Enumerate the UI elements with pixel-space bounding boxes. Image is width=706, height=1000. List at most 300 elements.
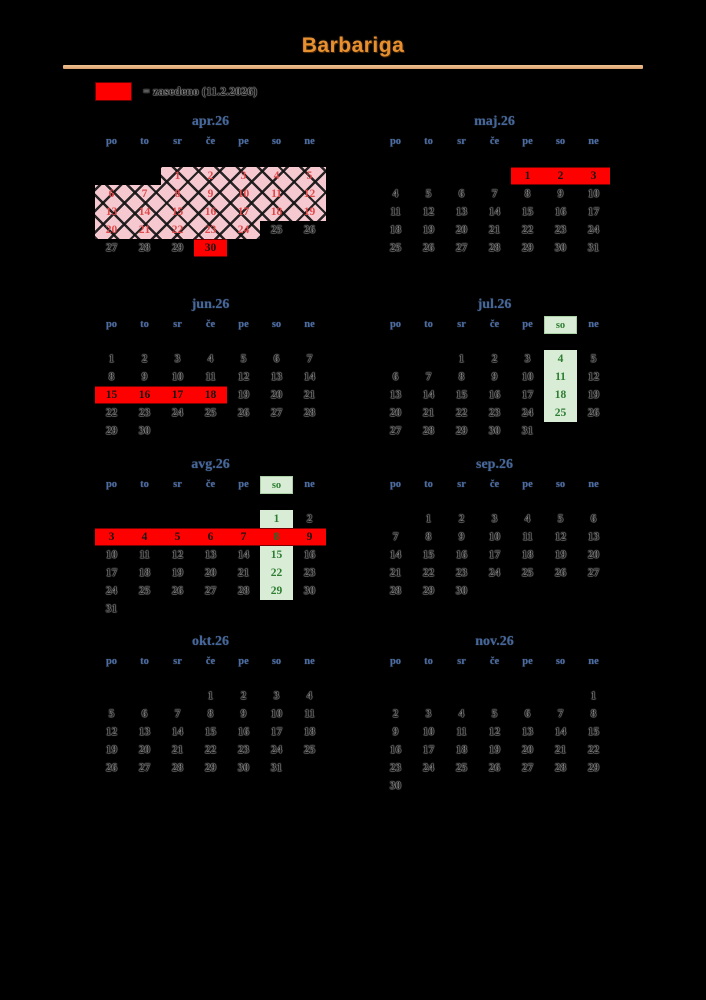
day-cell: [161, 422, 194, 440]
day-cell: 15: [455, 389, 468, 401]
day-cell: 2: [207, 170, 214, 182]
day-cell: 1: [590, 690, 597, 702]
day-cell: 13: [105, 206, 118, 218]
day-cell: 19: [171, 567, 184, 579]
day-cell: [544, 777, 577, 795]
day-cell: 8: [524, 188, 531, 200]
weekday-header: ne: [588, 656, 599, 667]
day-cell: 15: [260, 546, 293, 564]
day-cell: 21: [554, 744, 567, 756]
day-cell: 21: [138, 224, 151, 236]
day-cell: 22: [171, 224, 184, 236]
weekday-header: to: [140, 479, 149, 490]
day-cell: 28: [389, 585, 402, 597]
month-nov.26: [379, 633, 610, 795]
day-cell: 29: [587, 762, 600, 774]
day-cell: 8: [207, 708, 214, 720]
day-cell: [194, 422, 227, 440]
day-cell: [544, 422, 577, 440]
month-title: jul.26: [477, 297, 512, 312]
day-cell: 21: [389, 567, 402, 579]
day-cell: [293, 759, 326, 777]
weekday-header: po: [105, 319, 118, 330]
day-cell: 31: [105, 603, 118, 615]
day-cell: 4: [524, 513, 531, 525]
month-title: jun.26: [191, 297, 230, 312]
day-cell: 19: [587, 389, 600, 401]
day-cell: 1: [511, 167, 544, 185]
day-cell: 17: [422, 744, 435, 756]
weekday-header: to: [424, 319, 433, 330]
day-cell: 2: [240, 690, 247, 702]
day-cell: 29: [204, 762, 217, 774]
weekday-header: sr: [173, 656, 182, 667]
day-cell: 5: [557, 513, 564, 525]
month-jul.26: [379, 296, 610, 440]
day-cell: 10: [171, 371, 184, 383]
day-cell: 1: [174, 170, 181, 182]
weekday-header: po: [389, 479, 402, 490]
day-cell: 30: [138, 425, 151, 437]
day-cell: [194, 510, 227, 528]
day-cell: 23: [554, 224, 567, 236]
day-cell: 22: [587, 744, 600, 756]
day-cell: 9: [240, 708, 247, 720]
day-cell: 10: [270, 708, 283, 720]
day-cell: 18: [303, 726, 316, 738]
day-cell: 27: [105, 242, 118, 254]
day-cell: 6: [273, 353, 280, 365]
day-cell: 7: [425, 371, 432, 383]
day-cell: 18: [521, 549, 534, 561]
weekday-header: to: [140, 656, 149, 667]
day-cell: 28: [422, 425, 435, 437]
day-cell: 11: [304, 708, 315, 720]
day-cell: [412, 167, 445, 185]
day-cell: [511, 777, 544, 795]
day-cell: 4: [306, 690, 313, 702]
weekday-header: so: [555, 479, 566, 490]
weekday-header: to: [424, 479, 433, 490]
day-cell: 31: [521, 425, 534, 437]
day-cell: 25: [270, 224, 283, 236]
day-cell: 25: [389, 242, 402, 254]
day-cell: 23: [488, 407, 501, 419]
day-cell: 14: [389, 549, 402, 561]
day-cell: 27: [204, 585, 217, 597]
day-cell: 11: [456, 726, 467, 738]
weekday-header: po: [389, 319, 402, 330]
legend-label: = zasedeno (11.2.2026): [143, 84, 258, 98]
legend: [95, 82, 257, 101]
weekday-header: sr: [173, 136, 182, 147]
day-cell: 24: [587, 224, 600, 236]
day-cell: 7: [227, 528, 260, 546]
day-cell: 2: [306, 513, 313, 525]
weekday-header: so: [544, 316, 577, 334]
day-cell: 1: [260, 510, 293, 528]
day-cell: 3: [95, 528, 128, 546]
day-cell: 27: [389, 425, 402, 437]
day-cell: 17: [521, 389, 534, 401]
day-cell: 16: [303, 549, 316, 561]
month-title: okt.26: [192, 634, 229, 649]
weekday-header: ne: [304, 319, 315, 330]
day-cell: 25: [303, 744, 316, 756]
weekday-header: to: [140, 319, 149, 330]
month-title: nov.26: [475, 634, 514, 649]
day-cell: [379, 350, 412, 368]
weekday-header: so: [555, 656, 566, 667]
day-cell: [95, 687, 128, 705]
day-cell: 22: [521, 224, 534, 236]
weekday-header: če: [489, 136, 500, 147]
day-cell: [577, 777, 610, 795]
day-cell: 13: [389, 389, 402, 401]
day-cell: 31: [587, 242, 600, 254]
month-title: apr.26: [191, 114, 230, 129]
weekday-header: ne: [588, 136, 599, 147]
month-title: avg.26: [191, 457, 230, 472]
day-cell: 1: [207, 690, 214, 702]
day-cell: 20: [389, 407, 402, 419]
day-cell: 5: [590, 353, 597, 365]
weekday-header: pe: [522, 479, 533, 490]
day-cell: [293, 422, 326, 440]
day-cell: 6: [194, 528, 227, 546]
day-cell: 25: [204, 407, 217, 419]
month-okt.26: [95, 633, 326, 777]
weekday-header: če: [205, 656, 216, 667]
day-cell: 11: [139, 549, 150, 561]
day-cell: 17: [237, 206, 250, 218]
day-cell: 15: [204, 726, 217, 738]
day-cell: 10: [422, 726, 435, 738]
day-cell: [227, 239, 260, 257]
day-cell: [293, 239, 326, 257]
day-cell: 15: [521, 206, 534, 218]
weekday-header: so: [271, 136, 282, 147]
month-apr.26: [95, 113, 326, 257]
day-cell: 5: [108, 708, 115, 720]
weekday-header: ne: [588, 479, 599, 490]
day-cell: [260, 239, 293, 257]
day-cell: 12: [488, 726, 501, 738]
day-cell: 13: [587, 531, 600, 543]
day-cell: 16: [554, 206, 567, 218]
day-cell: 31: [270, 762, 283, 774]
day-cell: 10: [587, 188, 600, 200]
day-cell: 4: [128, 528, 161, 546]
weekday-header: ne: [588, 319, 599, 330]
day-cell: 1: [425, 513, 432, 525]
day-cell: [445, 167, 478, 185]
day-cell: [194, 600, 227, 618]
weekday-header: pe: [238, 479, 249, 490]
day-cell: 8: [108, 371, 115, 383]
day-cell: [445, 777, 478, 795]
day-cell: 4: [392, 188, 399, 200]
day-cell: 29: [521, 242, 534, 254]
legend-booked-swatch: [95, 82, 132, 101]
day-cell: 12: [587, 371, 600, 383]
weekday-header: če: [205, 479, 216, 490]
day-cell: 9: [491, 371, 498, 383]
month-sep.26: [379, 456, 610, 600]
day-cell: 21: [171, 744, 184, 756]
day-cell: [260, 600, 293, 618]
weekday-header: sr: [457, 479, 466, 490]
day-cell: 26: [105, 762, 118, 774]
day-cell: [227, 510, 260, 528]
day-cell: 25: [544, 404, 577, 422]
day-cell: 17: [270, 726, 283, 738]
day-cell: [544, 687, 577, 705]
day-cell: 15: [95, 386, 128, 404]
day-cell: 8: [425, 531, 432, 543]
day-cell: 25: [521, 567, 534, 579]
day-cell: 29: [105, 425, 118, 437]
day-cell: [478, 687, 511, 705]
day-cell: 27: [455, 242, 468, 254]
day-cell: [511, 582, 544, 600]
day-cell: [128, 510, 161, 528]
weekday-header: sr: [457, 656, 466, 667]
day-cell: 4: [458, 708, 465, 720]
weekday-header: če: [205, 136, 216, 147]
day-cell: 18: [270, 206, 283, 218]
day-cell: 22: [105, 407, 118, 419]
day-cell: 3: [577, 167, 610, 185]
day-cell: 12: [422, 206, 435, 218]
weekday-header: po: [105, 136, 118, 147]
day-cell: 26: [587, 407, 600, 419]
day-cell: 14: [422, 389, 435, 401]
day-cell: 23: [138, 407, 151, 419]
day-cell: 28: [138, 242, 151, 254]
day-cell: 20: [587, 549, 600, 561]
day-cell: 26: [303, 224, 316, 236]
day-cell: 12: [105, 726, 118, 738]
day-cell: 19: [303, 206, 316, 218]
day-cell: 12: [171, 549, 184, 561]
day-cell: 3: [273, 690, 280, 702]
day-cell: 14: [554, 726, 567, 738]
day-cell: [478, 777, 511, 795]
weekday-header: so: [260, 476, 293, 494]
day-cell: 21: [488, 224, 501, 236]
day-cell: 2: [392, 708, 399, 720]
month-title: sep.26: [476, 457, 513, 472]
day-cell: 25: [138, 585, 151, 597]
day-cell: 21: [422, 407, 435, 419]
day-cell: 2: [458, 513, 465, 525]
day-cell: 28: [237, 585, 250, 597]
day-cell: 28: [488, 242, 501, 254]
day-cell: 14: [171, 726, 184, 738]
month-avg.26: [95, 456, 326, 618]
day-cell: 20: [138, 744, 151, 756]
weekday-header: sr: [457, 319, 466, 330]
day-cell: 6: [590, 513, 597, 525]
day-cell: 2: [544, 167, 577, 185]
day-cell: [478, 582, 511, 600]
day-cell: 24: [171, 407, 184, 419]
day-cell: 24: [237, 224, 250, 236]
day-cell: [478, 167, 511, 185]
day-cell: 7: [491, 188, 498, 200]
day-cell: 17: [488, 549, 501, 561]
day-cell: 20: [204, 567, 217, 579]
day-cell: [128, 167, 161, 185]
day-cell: 13: [521, 726, 534, 738]
day-cell: [379, 167, 412, 185]
day-cell: 8: [458, 371, 465, 383]
day-cell: 7: [174, 708, 181, 720]
day-cell: 27: [521, 762, 534, 774]
day-cell: 14: [237, 549, 250, 561]
day-cell: 23: [303, 567, 316, 579]
weekday-header: po: [389, 656, 402, 667]
day-cell: 30: [237, 762, 250, 774]
day-cell: 25: [455, 762, 468, 774]
day-cell: 23: [389, 762, 402, 774]
day-cell: 10: [105, 549, 118, 561]
day-cell: 16: [389, 744, 402, 756]
day-cell: 3: [240, 170, 247, 182]
day-cell: 30: [389, 780, 402, 792]
day-cell: [379, 510, 412, 528]
day-cell: 2: [141, 353, 148, 365]
day-cell: 19: [422, 224, 435, 236]
day-cell: 23: [204, 224, 217, 236]
day-cell: 12: [554, 531, 567, 543]
weekday-header: če: [205, 319, 216, 330]
day-cell: 24: [105, 585, 118, 597]
day-cell: [511, 687, 544, 705]
day-cell: 26: [171, 585, 184, 597]
day-cell: 17: [587, 206, 600, 218]
day-cell: 10: [237, 188, 250, 200]
day-cell: 5: [425, 188, 432, 200]
day-cell: 26: [422, 242, 435, 254]
day-cell: 16: [488, 389, 501, 401]
weekday-header: pe: [238, 136, 249, 147]
day-cell: 7: [306, 353, 313, 365]
day-cell: 20: [270, 389, 283, 401]
day-cell: 22: [455, 407, 468, 419]
weekday-header: sr: [173, 479, 182, 490]
day-cell: [412, 687, 445, 705]
day-cell: 18: [194, 386, 227, 404]
day-cell: [379, 687, 412, 705]
day-cell: 3: [425, 708, 432, 720]
weekday-header: pe: [522, 656, 533, 667]
weekday-header: po: [105, 479, 118, 490]
day-cell: 16: [455, 549, 468, 561]
day-cell: 9: [141, 371, 148, 383]
day-cell: 13: [455, 206, 468, 218]
day-cell: [95, 167, 128, 185]
day-cell: 30: [554, 242, 567, 254]
day-cell: 23: [455, 567, 468, 579]
day-cell: 9: [458, 531, 465, 543]
day-cell: 5: [161, 528, 194, 546]
day-cell: [161, 600, 194, 618]
weekday-header: pe: [522, 319, 533, 330]
day-cell: 24: [422, 762, 435, 774]
day-cell: 24: [521, 407, 534, 419]
day-cell: 1: [458, 353, 465, 365]
day-cell: 27: [270, 407, 283, 419]
day-cell: 29: [260, 582, 293, 600]
month-title: maj.26: [474, 114, 515, 129]
weekday-header: pe: [522, 136, 533, 147]
day-cell: 22: [422, 567, 435, 579]
day-cell: 22: [260, 564, 293, 582]
day-cell: 15: [587, 726, 600, 738]
weekday-header: so: [271, 319, 282, 330]
weekday-header: sr: [457, 136, 466, 147]
day-cell: 16: [204, 206, 217, 218]
weekday-header: pe: [238, 656, 249, 667]
day-cell: 8: [260, 528, 293, 546]
day-cell: 29: [171, 242, 184, 254]
day-cell: 30: [488, 425, 501, 437]
day-cell: 16: [237, 726, 250, 738]
day-cell: 6: [108, 188, 115, 200]
weekday-header: pe: [238, 319, 249, 330]
day-cell: 29: [422, 585, 435, 597]
day-cell: 20: [455, 224, 468, 236]
day-cell: 30: [455, 585, 468, 597]
day-cell: 8: [590, 708, 597, 720]
weekday-header: so: [555, 136, 566, 147]
weekday-header: ne: [304, 479, 315, 490]
weekday-header: ne: [304, 136, 315, 147]
day-cell: 19: [105, 744, 118, 756]
day-cell: 5: [306, 170, 313, 182]
weekday-header: so: [271, 656, 282, 667]
day-cell: 24: [488, 567, 501, 579]
day-cell: 9: [392, 726, 399, 738]
day-cell: 30: [303, 585, 316, 597]
day-cell: 11: [205, 371, 216, 383]
title-divider-rule: [63, 65, 643, 69]
day-cell: 16: [128, 386, 161, 404]
weekday-header: to: [140, 136, 149, 147]
day-cell: 9: [293, 528, 326, 546]
day-cell: 23: [237, 744, 250, 756]
month-maj.26: [379, 113, 610, 257]
day-cell: 15: [422, 549, 435, 561]
day-cell: 4: [207, 353, 214, 365]
day-cell: 5: [240, 353, 247, 365]
day-cell: 6: [392, 371, 399, 383]
day-cell: 3: [524, 353, 531, 365]
day-cell: 11: [390, 206, 401, 218]
day-cell: 3: [174, 353, 181, 365]
day-cell: [128, 687, 161, 705]
day-cell: 7: [392, 531, 399, 543]
day-cell: [577, 422, 610, 440]
day-cell: 11: [271, 188, 282, 200]
day-cell: 20: [521, 744, 534, 756]
weekday-header: to: [424, 656, 433, 667]
day-cell: 17: [105, 567, 118, 579]
day-cell: 28: [303, 407, 316, 419]
day-cell: 9: [207, 188, 214, 200]
